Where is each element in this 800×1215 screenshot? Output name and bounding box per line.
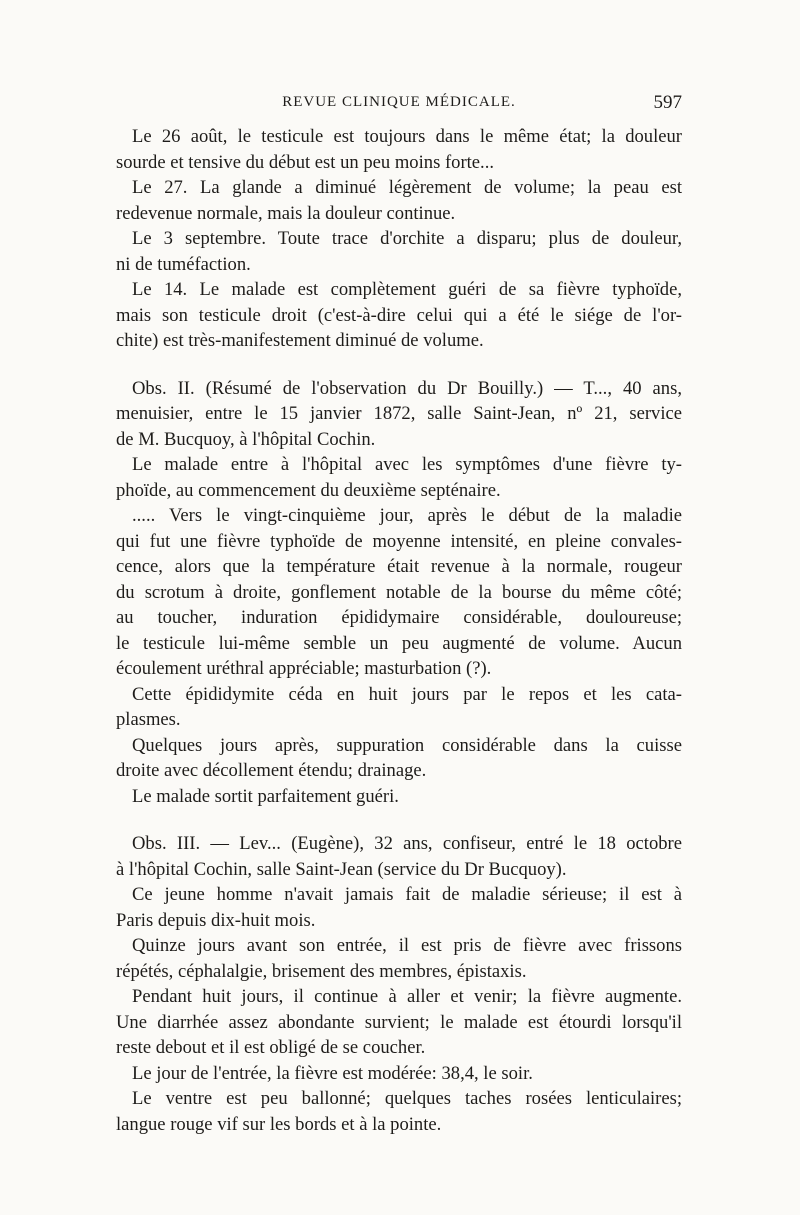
text-line: Pendant huit jours, il continue à aller et venir; la fièvre augmente. bbox=[132, 986, 682, 1007]
page-number: 597 bbox=[653, 92, 682, 113]
running-head-title: REVUE CLINIQUE MÉDICALE. bbox=[282, 94, 516, 110]
paragraph-obs-3-ventre bbox=[116, 1086, 682, 1137]
paragraph-obs-3-intro bbox=[116, 831, 682, 882]
text-line: redevenue normale, mais la douleur continue. bbox=[116, 202, 456, 224]
paragraph-obs-3-huit-jours bbox=[116, 984, 682, 1061]
text-line: plasmes. bbox=[116, 709, 181, 730]
text-line: Le jour de l'entrée, la fièvre est modérée: 38,4, le soir. bbox=[132, 1062, 533, 1084]
paragraph-para-3-septembre bbox=[116, 226, 682, 277]
text-line: Quinze jours avant son entrée, il est pris de fièvre avec frissons bbox=[132, 935, 682, 956]
paragraph-obs-2-vingt-cinquieme bbox=[116, 503, 682, 682]
text-line: Quelques jours après, suppuration considérable dans la cuisse bbox=[132, 734, 682, 756]
text-line: Paris depuis dix-huit mois. bbox=[116, 909, 316, 931]
paragraph-para-26-aout bbox=[116, 124, 682, 175]
paragraph-obs-2-sortie bbox=[116, 784, 682, 810]
paragraph-obs-3-quinze-jours bbox=[116, 933, 682, 984]
text-line: Le 26 août, le testicule est toujours dans le même état; la douleur bbox=[132, 126, 682, 147]
body-text bbox=[116, 124, 682, 1137]
text-line: Obs. III. — Lev... (Eugène), 32 ans, confiseur, entré le 18 octobre bbox=[132, 833, 682, 854]
paragraph-obs-3-jour-entree bbox=[116, 1061, 682, 1087]
text-line: Le 27. La glande a diminué légèrement de volume; la peau est bbox=[132, 177, 682, 198]
paragraph-obs-3-jeune-homme bbox=[116, 882, 682, 933]
text-line: à l'hôpital Cochin, salle Saint-Jean (service du Dr Bucquoy). bbox=[116, 858, 567, 880]
paragraph-obs-2-entree bbox=[116, 452, 682, 503]
text-line: phoïde, au commencement du deuxième septénaire. bbox=[116, 479, 501, 501]
text-line: reste debout et il est obligé de se coucher. bbox=[116, 1037, 426, 1058]
paragraph-para-14 bbox=[116, 277, 682, 354]
text-line: droite avec décollement étendu; drainage. bbox=[116, 760, 427, 781]
text-line: sourde et tensive du début est un peu moins forte... bbox=[116, 151, 494, 173]
paragraph-obs-2-intro bbox=[116, 376, 682, 453]
text-line: répétés, céphalalgie, brisement des membres, épistaxis. bbox=[116, 960, 527, 982]
text-line: du scrotum à droite, gonflement notable de la bourse du même côté; bbox=[116, 581, 682, 603]
text-line: Le 3 septembre. Toute trace d'orchite a disparu; plus de douleur, bbox=[132, 228, 682, 249]
text-line: menuisier, entre le 15 janvier 1872, salle Saint-Jean, nº 21, service bbox=[116, 403, 682, 424]
running-head bbox=[116, 92, 682, 118]
text-line: Cette épididymite céda en huit jours par le repos et les cata- bbox=[132, 683, 682, 705]
text-line: au toucher, induration épididymaire considérable, douloureuse; bbox=[116, 607, 682, 628]
text-line: Obs. II. (Résumé de l'observation du Dr Bouilly.) — T..., 40 ans, bbox=[132, 377, 682, 399]
text-line: Une diarrhée assez abondante survient; le malade est étourdi lorsqu'il bbox=[116, 1011, 682, 1033]
text-line: Le malade entre à l'hôpital avec les symptômes d'une fièvre ty- bbox=[132, 454, 682, 475]
text-line: Le 14. Le malade est complètement guéri de sa fièvre typhoïde, bbox=[132, 279, 682, 300]
text-line: cence, alors que la température était revenue à la normale, rougeur bbox=[116, 556, 682, 577]
text-line: le testicule lui-même semble un peu augmenté de volume. Aucun bbox=[116, 632, 682, 654]
text-line: Le ventre est peu ballonné; quelques taches rosées lenticulaires; bbox=[132, 1088, 682, 1109]
text-line: Ce jeune homme n'avait jamais fait de maladie sérieuse; il est à bbox=[132, 884, 682, 905]
paragraph-obs-2-epididymite bbox=[116, 682, 682, 733]
text-line: mais son testicule droit (c'est-à-dire celui qui a été le siége de l'or- bbox=[116, 304, 682, 326]
text-line: chite) est très-manifestement diminué de volume. bbox=[116, 330, 484, 351]
paragraph-para-27 bbox=[116, 175, 682, 226]
text-line: de M. Bucquoy, à l'hôpital Cochin. bbox=[116, 428, 376, 450]
text-line: langue rouge vif sur les bords et à la pointe. bbox=[116, 1113, 442, 1135]
text-line: qui fut une fièvre typhoïde de moyenne intensité, en pleine convales- bbox=[116, 530, 682, 552]
document-page bbox=[116, 92, 682, 1152]
text-line: ni de tuméfaction. bbox=[116, 253, 251, 275]
text-line: écoulement uréthral appréciable; masturbation (?). bbox=[116, 658, 492, 679]
section-gap bbox=[116, 809, 682, 831]
text-line: ..... Vers le vingt-cinquième jour, après le début de la maladie bbox=[132, 505, 682, 526]
paragraph-obs-2-suppuration bbox=[116, 733, 682, 784]
text-line: Le malade sortit parfaitement guéri. bbox=[132, 785, 399, 807]
section-gap bbox=[116, 354, 682, 376]
